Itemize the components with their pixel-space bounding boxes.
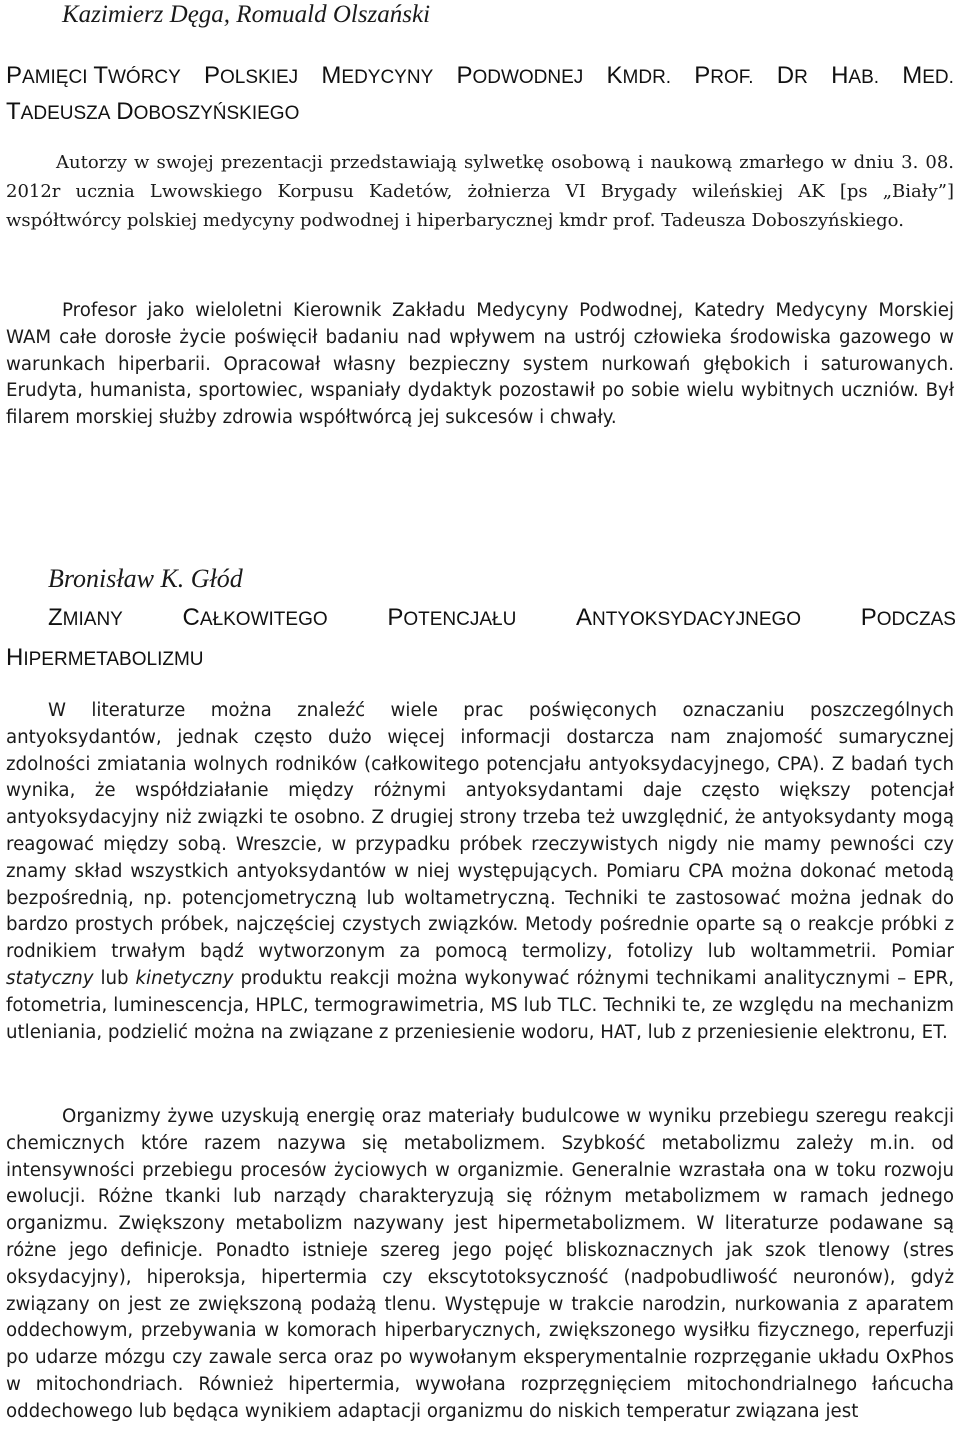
text-run: W literaturze można znaleźć wiele prac poświęconych oznaczaniu poszczególnych antyoksydantów, jednak często dużo więcej informacji dostarcza nam znajomość sumarycznej zdolności zmiatania wolnych rodników (całkowitego potencjału antyoksydacyjnego, CPA). Z badań tych wynika, że współdziałanie między różnymi antyoksydantami daje często większy potencjał antyoksydacyjny niż związki te osobno. Z drugiej strony trzeba też uwzględnić, że antyoksydanty mogą reagować między sobą. Wreszcie, w przypadku próbek rzeczywistych nigdy nie mamy pewności czy znamy skład wszystkich antyoksydantów w niej występujących. Pomiaru CPA można dokonać metodą bezpośrednią, np. potencjometryczną lub woltametryczną. Techniki te zastosować można jednak do bardzo prostych próbek, najczęściej czystych związków. Metody pośrednie oparte są o reakcje próbki z rodnikiem trwałym bądź wytworzonym za pomocą termolizy, fotolizy lub woltammetrii. Pomiar xyxy=(6,700,954,963)
title-word: ANTYOKSYDACYJNEGO xyxy=(576,604,802,631)
abstract-paragraph: Profesor jako wieloletni Kierownik Zakładu Medycyny Podwodnej, Katedry Medycyny Morskiej WAM całe dorosłe życie poświęcił badaniu nad wpływem na ustrój człowieka środowiska gazowego w warunkach hiperbarii. Opracował własny bezpieczny system nurkowań głębokich i saturowanych. Erudyta, humanista, sportowiec, wspaniały dydaktyk pozostawił po sobie wielu wybitnych uczniów. Był filarem morskiej służby zdrowia współtwórcą jej sukcesów i chwały. xyxy=(6,300,954,429)
title-word: CAŁKOWITEGO xyxy=(182,604,328,631)
title-word: PROF. xyxy=(694,62,754,89)
article-title-line-1 xyxy=(6,58,954,96)
title-word: MED. xyxy=(902,62,954,89)
article-title-line-2: TADEUSZA DOBOSZYŃSKIEGO xyxy=(6,98,300,125)
title-word: ZMIANY xyxy=(48,604,123,631)
text-run: produktu reakcji można wykonywać różnymi technikami analitycznymi – EPR, fotometria, luminescencja, HPLC, termograwimetria, MS lub TLC. Techniki te, ze względu na mechanizm utleniania, podzielić można na związane z przeniesienie wodoru, HAT, lub z przeniesienie elektronu, ET. xyxy=(6,967,954,1043)
abstract-paragraph xyxy=(6,698,954,1046)
title-word: MEDYCYNY xyxy=(321,62,434,89)
title-word: HAB. xyxy=(831,62,880,89)
abstract-paragraph: Organizmy żywe uzyskują energię oraz materiały budulcowe w wyniku przebiegu szeregu reakcji chemicznych które razem nazywa się metabolizmem. Szybkość metabolizmu zależy m.in. od intensywności przebiegu procesów życiowych w organizmie. Generalnie wzrastała ona w toku rozwoju ewolucji. Różne tkanki lub narządy charakteryzują się różnym metabolizmem w ramach jednego organizmu. Zwiększony metabolizm nazywany jest hipermetabolizmem. W literaturze podawane są różne jego definicje. Ponadto istnieje szereg jego pojęć bliskoznacznych jak szok tlenowy (stres oksydacyjny), hiperoksja, hipertermia czy ekscytotoksyczność (nadpobudliwość neuronów), gdyż związany on jest ze zwiększoną podażą tlenu. Występuje w trakcie narodzin, nurkowania z aparatem oddechowym, przebywania w komorach hiperbarycznych, zwiększonego wysiłku fizycznego, reperfuzji po udarze mózgu czy zawale serca oraz po wywołanym eksperymentalnie rozprzęganie układu OxPhos w mitochondriach. Również hipertermia, wywołana rozprzęgnięciem mitochondrialnego łańcucha oddechowego lub będąca wynikiem adaptacji organizmu do niskich temperatur związana jest xyxy=(6,1106,954,1422)
text-run: lub xyxy=(93,967,136,989)
authors-line: Bronisław K. Głód xyxy=(48,564,243,593)
abstract-paragraph: Autorzy w swojej prezentacji przedstawiają sylwetkę osobową i naukową zmarłego w dniu 3. 08. 2012r ucznia Lwowskiego Korpusu Kadetów, żołnierza VI Brygady wileńskiej AK [ps „Biały”] współtwórcy polskiej medycyny podwodnej i hiperbarycznej kmdr prof. Tadeusza Doboszyńskiego. xyxy=(6,152,954,231)
title-word: DR xyxy=(776,62,808,89)
emphasis-text: kinetyczny xyxy=(135,967,234,989)
title-word: PAMIĘCI TWÓRCY xyxy=(6,62,181,89)
title-word: PODCZAS xyxy=(860,604,956,631)
article-title-line-1 xyxy=(48,600,956,638)
title-word: POLSKIEJ xyxy=(204,62,299,89)
title-word: KMDR. xyxy=(606,62,672,89)
title-word: PODWODNEJ xyxy=(456,62,584,89)
emphasis-text: statyczny xyxy=(6,967,94,989)
article-title-line-2: HIPERMETABOLIZMU xyxy=(6,644,204,671)
authors-line: Kazimierz Dęga, Romuald Olszański xyxy=(62,1,431,28)
title-word: POTENCJAŁU xyxy=(387,604,517,631)
